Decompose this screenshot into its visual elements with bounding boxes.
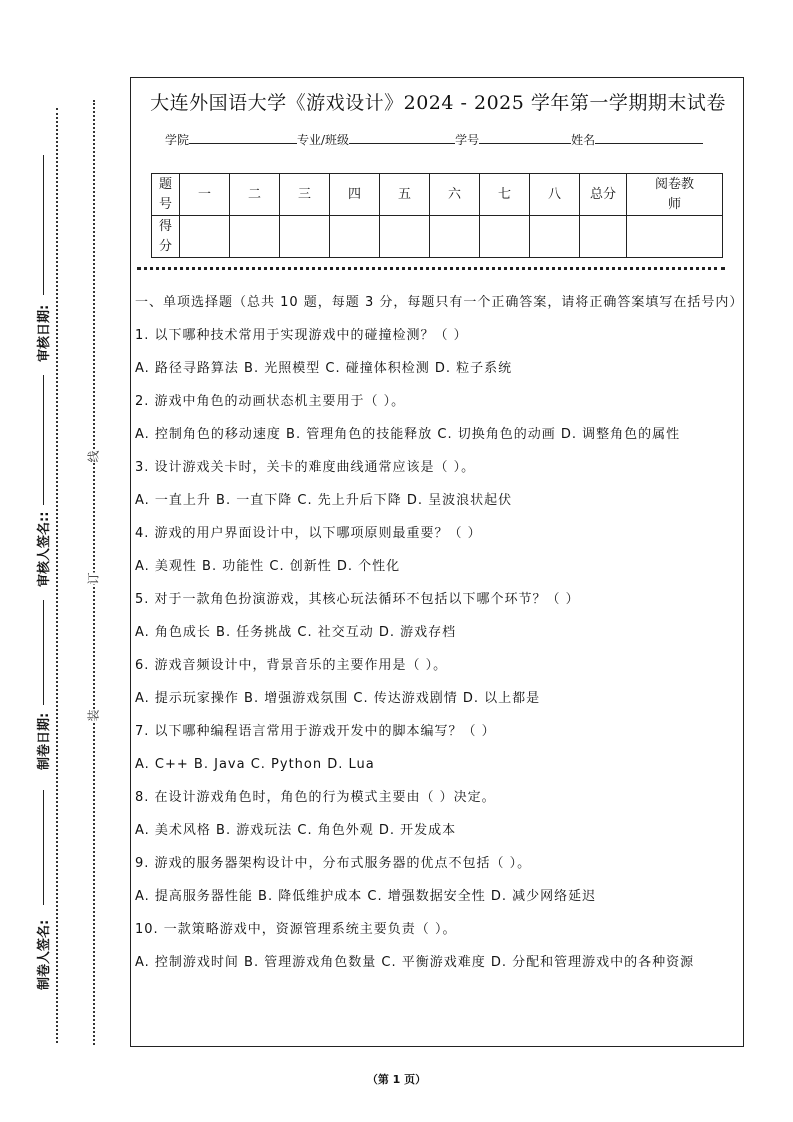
cut-mark-ding: 订 bbox=[86, 572, 101, 585]
question-text: 9. 游戏的服务器架构设计中，分布式服务器的优点不包括（ ）。 bbox=[135, 856, 532, 871]
score-table bbox=[151, 173, 723, 258]
score-cell[interactable] bbox=[580, 216, 627, 258]
review-date-label: 审核日期: bbox=[37, 304, 52, 362]
question-options: A. 控制角色的移动速度 B. 管理角色的技能释放 C. 切换角色的动画 D. 调整角色的属性 bbox=[135, 427, 681, 442]
question-text: 3. 设计游戏关卡时，关卡的难度曲线通常应该是（ ）。 bbox=[135, 460, 476, 475]
score-cell[interactable] bbox=[530, 216, 580, 258]
header-cell-2: 二 bbox=[230, 174, 280, 216]
question-options: A. 角色成长 B. 任务挑战 C. 社交互动 D. 游戏存档 bbox=[135, 625, 457, 640]
score-cell[interactable] bbox=[180, 216, 230, 258]
paper-date-underline bbox=[43, 600, 44, 705]
section-multiple-choice bbox=[135, 292, 744, 985]
paper-maker-sign-underline bbox=[43, 790, 44, 905]
review-date-underline bbox=[43, 155, 44, 295]
score-cell[interactable] bbox=[480, 216, 530, 258]
question-options: A. 控制游戏时间 B. 管理游戏角色数量 C. 平衡游戏难度 D. 分配和管理游戏中的各种资源 bbox=[135, 955, 695, 970]
header-cell-1: 一 bbox=[180, 174, 230, 216]
question-options: A. 提高服务器性能 B. 降低维护成本 C. 增强数据安全性 D. 减少网络延迟 bbox=[135, 889, 597, 904]
section-heading: 一、单项选择题（总共 10 题，每题 3 分，每题只有一个正确答案，请将正确答案填写在括号内） bbox=[135, 295, 744, 310]
reviewer-sign-label: 审核人签名:: bbox=[37, 511, 52, 587]
score-table-header-row bbox=[152, 174, 723, 216]
page-number-footer: （第 1 页） bbox=[366, 1073, 427, 1086]
header-cell-7: 七 bbox=[480, 174, 530, 216]
header-cell-question-no: 题号 bbox=[152, 174, 180, 216]
college-blank[interactable] bbox=[189, 131, 297, 144]
exam-frame bbox=[130, 77, 744, 1047]
cut-mark-xian: 线 bbox=[86, 450, 101, 463]
exam-title: 大连外国语大学《游戏设计》2024 - 2025 学年第一学期期末试卷 bbox=[150, 92, 726, 114]
question-options: A. 美术风格 B. 游戏玩法 C. 角色外观 D. 开发成本 bbox=[135, 823, 457, 838]
student-info-line bbox=[165, 131, 703, 148]
cut-mark-zhuang: 装 bbox=[86, 709, 101, 722]
name-label: 姓名 bbox=[571, 133, 596, 147]
header-cell-total: 总分 bbox=[580, 174, 627, 216]
header-cell-4: 四 bbox=[330, 174, 380, 216]
college-label: 学院 bbox=[165, 133, 190, 147]
student-id-blank[interactable] bbox=[479, 131, 571, 144]
score-cell[interactable] bbox=[330, 216, 380, 258]
score-row-label: 得分 bbox=[152, 216, 180, 258]
question-text: 4. 游戏的用户界面设计中，以下哪项原则最重要？（ ） bbox=[135, 526, 482, 541]
question-options: A. 路径寻路算法 B. 光照模型 C. 碰撞体积检测 D. 粒子系统 bbox=[135, 361, 513, 376]
score-cell[interactable] bbox=[230, 216, 280, 258]
major-blank[interactable] bbox=[349, 131, 455, 144]
header-cell-3: 三 bbox=[280, 174, 330, 216]
question-text: 8. 在设计游戏角色时，角色的行为模式主要由（ ）决定。 bbox=[135, 790, 496, 805]
question-text: 2. 游戏中角色的动画状态机主要用于（ ）。 bbox=[135, 394, 406, 409]
score-table-score-row bbox=[152, 216, 723, 258]
score-cell[interactable] bbox=[430, 216, 480, 258]
question-options: A. C++ B. Java C. Python D. Lua bbox=[135, 757, 375, 772]
question-options: A. 一直上升 B. 一直下降 C. 先上升后下降 D. 呈波浪状起伏 bbox=[135, 493, 513, 508]
student-id-label: 学号 bbox=[455, 133, 480, 147]
question-text: 7. 以下哪种编程语言常用于游戏开发中的脚本编写？（ ） bbox=[135, 724, 496, 739]
paper-date-label: 制卷日期: bbox=[37, 712, 52, 770]
score-cell[interactable] bbox=[627, 216, 723, 258]
question-text: 5. 对于一款角色扮演游戏，其核心玩法循环不包括以下哪个环节？（ ） bbox=[135, 592, 580, 607]
score-cell[interactable] bbox=[280, 216, 330, 258]
score-cell[interactable] bbox=[380, 216, 430, 258]
major-label: 专业/班级 bbox=[297, 133, 350, 147]
name-blank[interactable] bbox=[595, 131, 703, 144]
header-cell-5: 五 bbox=[380, 174, 430, 216]
question-text: 6. 游戏音频设计中，背景音乐的主要作用是（ ）。 bbox=[135, 658, 448, 673]
seal-dotted-separator bbox=[137, 267, 725, 270]
left-dotted-line bbox=[56, 108, 58, 1043]
question-text: 1. 以下哪种技术常用于实现游戏中的碰撞检测？（ ） bbox=[135, 328, 468, 343]
header-cell-6: 六 bbox=[430, 174, 480, 216]
paper-maker-sign-label: 制卷人签名: bbox=[37, 919, 52, 990]
question-text: 10. 一款策略游戏中，资源管理系统主要负责（ ）。 bbox=[135, 922, 457, 937]
question-options: A. 提示玩家操作 B. 增强游戏氛围 C. 传达游戏剧情 D. 以上都是 bbox=[135, 691, 541, 706]
header-cell-grader: 阅卷教师 bbox=[627, 174, 723, 216]
reviewer-sign-underline bbox=[43, 375, 44, 505]
question-options: A. 美观性 B. 功能性 C. 创新性 D. 个性化 bbox=[135, 559, 401, 574]
header-cell-8: 八 bbox=[530, 174, 580, 216]
